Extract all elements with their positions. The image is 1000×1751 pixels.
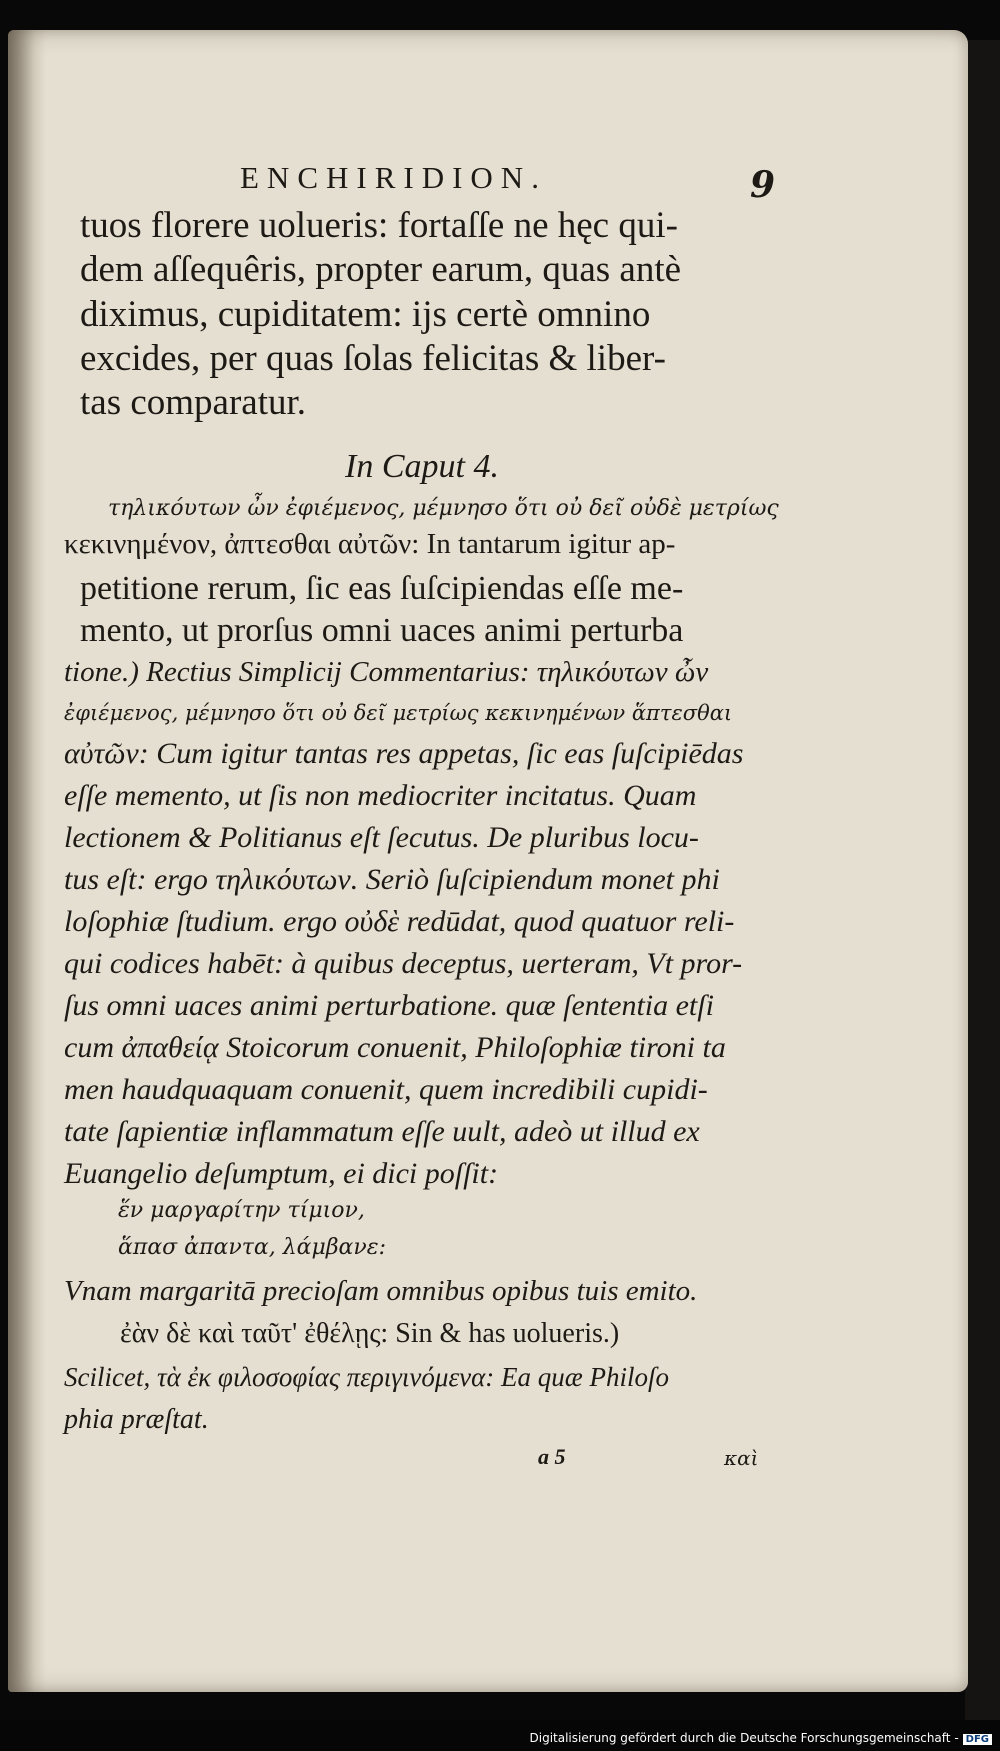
text-line: cum ἀπαθείᾳ Stoicorum conuenit, Philoſophiæ tironi ta — [64, 1031, 726, 1064]
text-line: excides, per quas ſolas felicitas & liber- — [80, 338, 666, 379]
text-line: ἐὰν δὲ καὶ ταῦτ' ἐθέλῃς: Sin & has uolueris.) — [120, 1318, 620, 1349]
text-line: loſophiæ ſtudium. ergo οὐδὲ redūdat, quod quatuor reli- — [64, 905, 735, 938]
text-line: lectionem & Politianus eſt ſecutus. De pluribus locu- — [64, 821, 699, 854]
text-line: Euangelio deſumptum, ei dici poſſit: — [64, 1157, 499, 1190]
verse-translation: Vnam margaritā precioſam omnibus opibus tuis emito. — [64, 1275, 698, 1307]
page-number: 9 — [750, 164, 776, 206]
text-line: men haudquaquam conuenit, quem incredibili cupidi- — [64, 1073, 708, 1106]
section-heading: In Caput 4. — [345, 448, 499, 485]
dfg-logo: DFG — [963, 1734, 992, 1745]
greek-verse-line: ἅπασ ἀπαντα, λάμβανε: — [118, 1235, 387, 1260]
text-line: ſus omni uaces animi perturbatione. quæ ſententia etſi — [64, 989, 714, 1022]
text-line: phia præſtat. — [64, 1404, 209, 1435]
text-line: tuos florere uolueris: fortaſſe ne hęc qui- — [80, 205, 678, 246]
text-line: κεκινημένον, ἀπτεσθαι αὐτῶν: In tantarum igitur ap- — [64, 528, 676, 560]
text-line: mento, ut prorſus omni uaces animi perturba — [80, 612, 684, 649]
text-line: petitione rerum, ſic eas ſuſcipiendas eſſe me- — [80, 570, 684, 607]
page-gutter-shadow — [8, 30, 46, 1692]
catchword: καὶ — [724, 1446, 759, 1470]
signature-mark: a 5 — [538, 1444, 566, 1469]
text-line: diximus, cupiditatem: ijs certè omnino — [80, 294, 651, 335]
greek-line: τηλικόυτων ὦν ἐφιέμενος, μέμνησο ὅτι οὐ δεῖ οὐδὲ μετρίως — [108, 496, 779, 521]
digitization-credit — [530, 1731, 993, 1745]
credit-text: Digitalisierung gefördert durch die Deutsche Forschungsgemeinschaft - — [529, 1731, 959, 1745]
text-line: tate ſapientiæ inflammatum eſſe uult, adeò ut illud ex — [64, 1115, 700, 1148]
text-line: dem aſſequêris, propter earum, quas antè — [80, 249, 682, 290]
text-line: Scilicet, τὰ ἐκ φιλοσοφίας περιγινόμενα: Ea quæ Philoſo — [64, 1362, 669, 1392]
book-cover-edge — [965, 40, 1000, 1740]
text-line: αὐτῶν: Cum igitur tantas res appetas, ſic eas ſuſcipiēdas — [64, 737, 744, 770]
greek-verse-line: ἕν μαργαρίτην τίμιον, — [118, 1198, 365, 1223]
text-line: qui codices habēt: à quibus deceptus, uerteram, Vt pror- — [64, 947, 743, 980]
text-line: eſſe memento, ut ſis non mediocriter incitatus. Quam — [64, 779, 697, 812]
text-line: tas comparatur. — [80, 382, 307, 423]
running-header: ENCHIRIDION. — [240, 160, 547, 195]
text-line: tione.) Rectius Simplicij Commentarius: τηλικόυτων ὦν — [64, 656, 709, 688]
text-line: tus eſt: ergo τηλικόυτων. Seriò ſuſcipiendum monet phi — [64, 863, 720, 896]
greek-line: ἐφιέμενος, μέμνησο ὅτι οὐ δεῖ μετρίως κεκινημένων ἅπτεσθαι — [64, 701, 733, 725]
